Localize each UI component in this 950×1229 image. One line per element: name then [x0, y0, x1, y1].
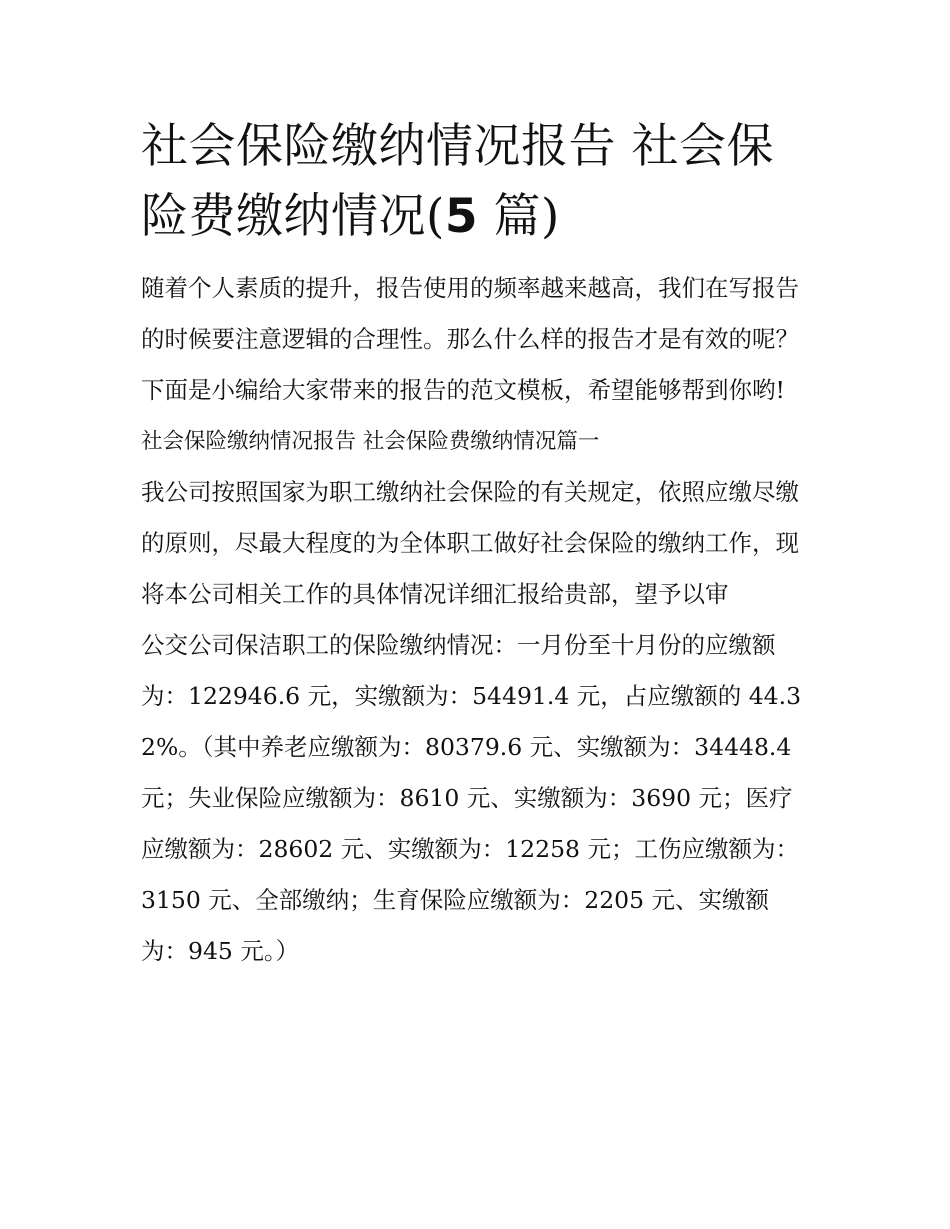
body-paragraph-1: 我公司按照国家为职工缴纳社会保险的有关规定，依照应缴尽缴的原则，尽最大程度的为全体职工做好社会保险的缴纳工作，现将本公司相关工作的具体情况详细汇报给贵部，望予以审 — [141, 478, 799, 608]
section-heading: 社会保险缴纳情况报告 社会保险费缴纳情况篇一 — [141, 429, 600, 454]
title-text: 社会保险缴纳情况报告 社会保险费缴纳情况( — [141, 119, 774, 244]
title-suffix: 篇) — [478, 189, 560, 244]
body-paragraph-2: 公交公司保洁职工的保险缴纳情况：一月份至十月份的应缴额为：122946.6 元，实缴额为：54491.4 元，占应缴额的 44.32%。（其中养老应缴额为：80379.6 元、实缴额为：34448.4 元；失业保险应缴额为：8610 元、实缴额为：3690 元；医疗应缴额为：28602 元、实缴额为：12258 元；工伤应缴额为：3150 元、全部缴纳；生育保险应缴额为：2205 元、实缴额为：945 元。） — [141, 631, 802, 965]
title-count: 5 — [444, 189, 479, 244]
intro-paragraph: 随着个人素质的提升，报告使用的频率越来越高，我们在写报告的时候要注意逻辑的合理性。那么什么样的报告才是有效的呢？下面是小编给大家带来的报告的范文模板，希望能够帮到你哟! — [141, 274, 799, 404]
document-title — [141, 112, 813, 252]
document-body — [141, 112, 813, 977]
